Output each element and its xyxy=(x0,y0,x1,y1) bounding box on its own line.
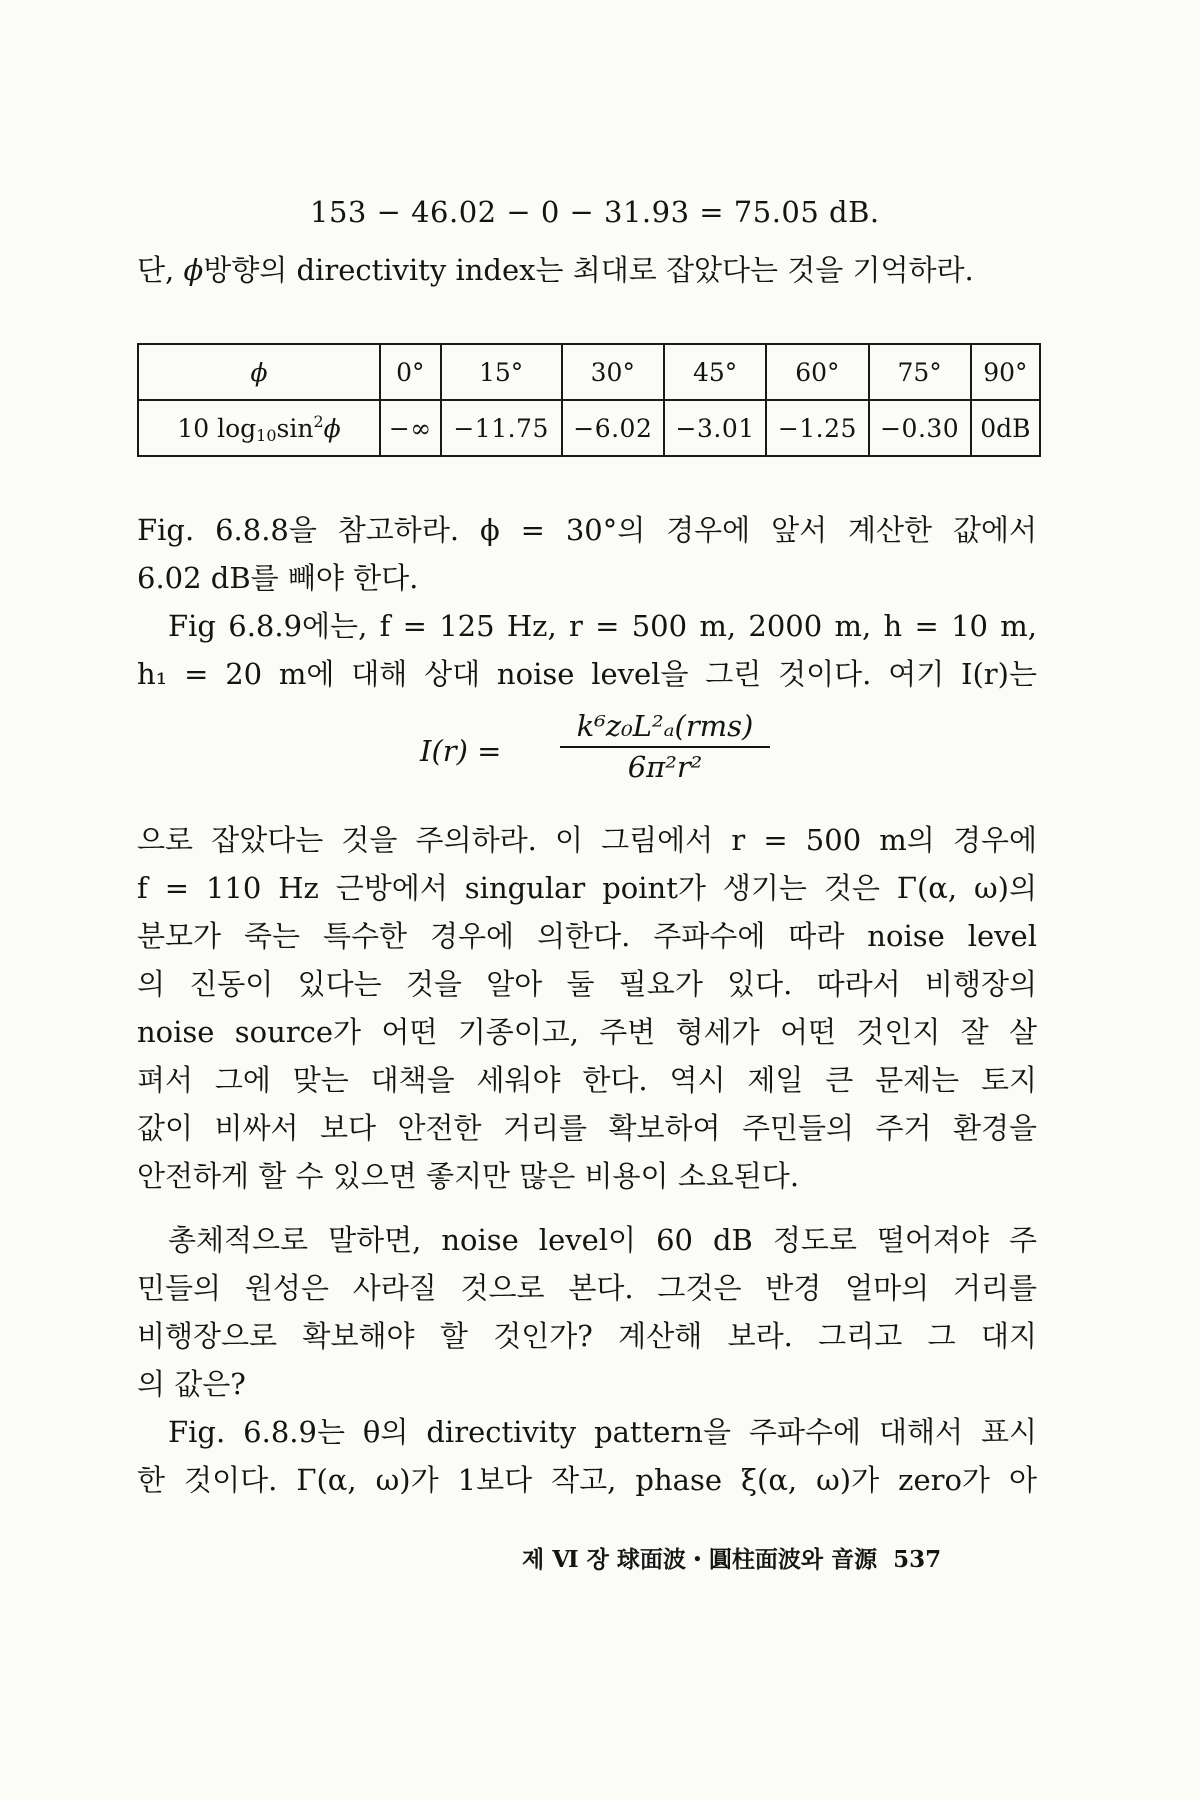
formula-fraction xyxy=(560,708,770,786)
paragraph-line: 6.02 dB를 빼야 한다. xyxy=(137,561,419,595)
paragraph-line: 비행장으로 확보해야 할 것인가? 계산해 보라. 그리고 그 대지 xyxy=(137,1319,1037,1353)
table-header-row xyxy=(138,344,1040,400)
paragraph-line: Fig 6.8.9에는, f = 125 Hz, r = 500 m, 2000 m, h = 10 m, xyxy=(168,609,1037,643)
note-text: 방향의 directivity index는 최대로 잡았다는 것을 기억하라. xyxy=(203,253,974,287)
label-part: sin xyxy=(276,413,314,443)
header-cell: ϕ xyxy=(138,344,380,400)
header-cell: 15° xyxy=(441,344,562,400)
directivity-table xyxy=(137,343,1041,457)
label-subscript: 10 xyxy=(256,425,277,445)
paragraph-line: f = 110 Hz 근방에서 singular point가 생기는 것은 Γ(α, ω)의 xyxy=(137,871,1037,905)
paragraph-line: 민들의 원성은 사라질 것으로 본다. 그것은 반경 얼마의 거리를 xyxy=(137,1271,1037,1305)
phi-symbol: ϕ xyxy=(183,253,204,287)
header-cell: 30° xyxy=(562,344,664,400)
paragraph-line: 안전하게 할 수 있으면 좋지만 많은 비용이 소요된다. xyxy=(137,1159,800,1193)
paragraph-line: 분모가 죽는 특수한 경우에 의한다. 주파수에 따라 noise level xyxy=(137,919,1037,953)
row-label-cell xyxy=(138,400,380,456)
paragraph-line: h₁ = 20 m에 대해 상대 noise level을 그린 것이다. 여기 I(r)는 xyxy=(137,657,1037,691)
paragraph-line: 한 것이다. Γ(α, ω)가 1보다 작고, phase ξ(α, ω)가 zero가 아 xyxy=(137,1463,1037,1497)
paragraph-line: 으로 잡았다는 것을 주의하라. 이 그림에서 r = 500 m의 경우에 xyxy=(137,823,1037,857)
equation-result: 153 − 46.02 − 0 − 31.93 = 75.05 dB. xyxy=(310,195,880,229)
paragraph-line: Fig. 6.8.8을 참고하라. ϕ = 30°의 경우에 앞서 계산한 값에서 xyxy=(137,513,1037,547)
formula-denominator: 6π²r² xyxy=(627,750,703,784)
paragraph-line: 펴서 그에 맞는 대책을 세워야 한다. 역시 제일 큰 문제는 토지 xyxy=(137,1063,1037,1097)
label-superscript: 2 xyxy=(313,411,324,431)
paragraph-line: Fig. 6.8.9는 θ의 directivity pattern을 주파수에 대해서 표시 xyxy=(168,1415,1037,1449)
value-cell: −11.75 xyxy=(441,400,562,456)
paragraph-line: 의 진동이 있다는 것을 알아 둘 필요가 있다. 따라서 비행장의 xyxy=(137,967,1037,1001)
value-cell: −0.30 xyxy=(869,400,971,456)
header-cell: 90° xyxy=(971,344,1040,400)
paragraph-line: 총체적으로 말하면, noise level이 60 dB 정도로 떨어져야 주 xyxy=(168,1223,1037,1257)
header-cell: 75° xyxy=(869,344,971,400)
value-cell: −1.25 xyxy=(766,400,868,456)
value-cell: 0dB xyxy=(971,400,1040,456)
paragraph-line: noise source가 어떤 기종이고, 주변 형세가 어떤 것인지 잘 살 xyxy=(137,1015,1037,1049)
note-line xyxy=(137,250,974,290)
value-cell: −3.01 xyxy=(664,400,766,456)
paragraph-line: 의 값은? xyxy=(137,1367,246,1401)
running-chapter-title: 제 Ⅵ 장 球面波・圓柱面波와 音源 xyxy=(522,1546,878,1573)
formula-numerator: k⁶z₀L²ₐ(rms) xyxy=(560,708,770,748)
value-cell: −∞ xyxy=(380,400,441,456)
page-footer xyxy=(522,1540,941,1580)
label-variable: ϕ xyxy=(323,413,341,443)
header-cell: 0° xyxy=(380,344,441,400)
intensity-formula xyxy=(420,708,780,798)
table-value-row xyxy=(138,400,1040,456)
header-cell: 45° xyxy=(664,344,766,400)
page-number: 537 xyxy=(893,1546,942,1573)
value-cell: −6.02 xyxy=(562,400,664,456)
label-part: 10 log xyxy=(177,413,257,443)
header-cell: 60° xyxy=(766,344,868,400)
formula-lhs: I(r) = xyxy=(420,734,502,768)
note-prefix: 단, xyxy=(137,253,184,287)
paragraph-line: 값이 비싸서 보다 안전한 거리를 확보하여 주민들의 주거 환경을 xyxy=(137,1111,1037,1145)
